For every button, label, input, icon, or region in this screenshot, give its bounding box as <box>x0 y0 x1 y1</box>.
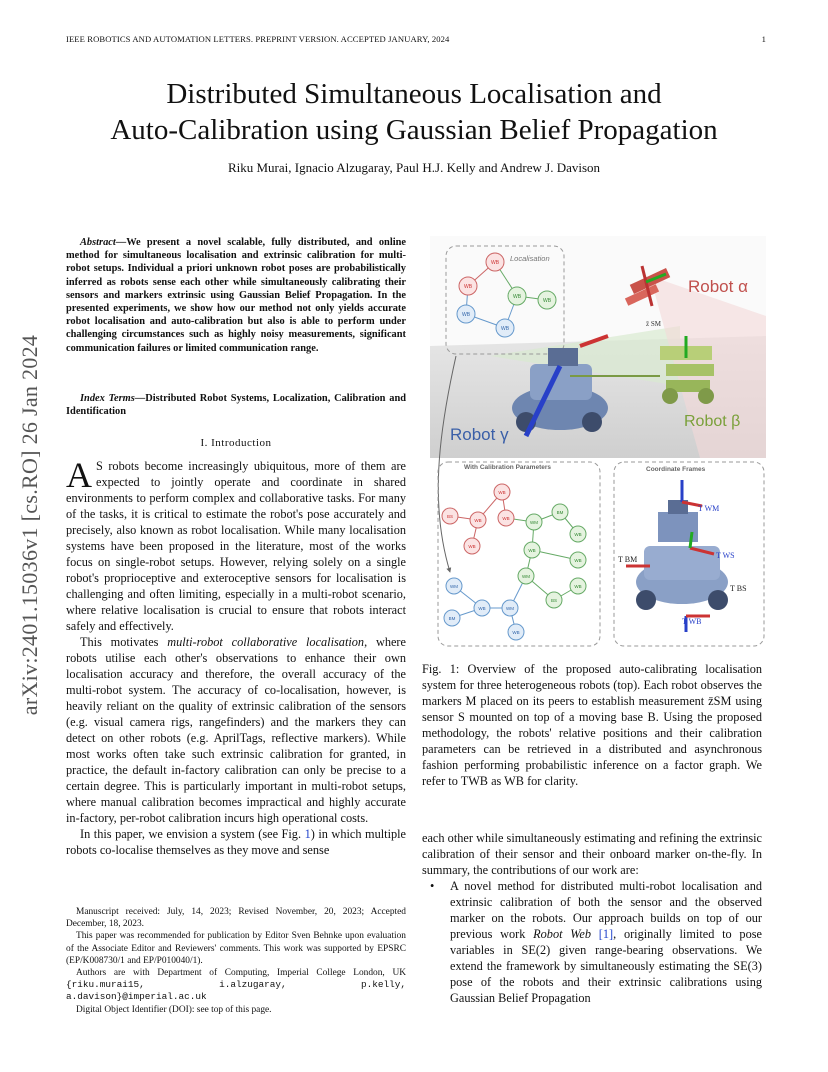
citation-link[interactable]: [1] <box>598 927 614 941</box>
section-heading: I. Introduction <box>200 437 272 449</box>
node-label: WB <box>528 548 536 553</box>
node-label: WB <box>468 544 476 549</box>
intro-p2-start: This motivates <box>80 635 168 649</box>
node-label: WB <box>500 326 510 332</box>
robot-web-emphasis: Robot Web <box>533 927 591 941</box>
footnote-editor: This paper was recommended for publication by Editor Sven Behnke upon evaluation of the Associate Editor and Reviewers' comments. This work was supported by EPSRC (EP/K008730/1 and EP/P010040/1). <box>66 931 406 966</box>
frame-label-bm: T BM <box>618 555 638 564</box>
drop-cap: A <box>66 455 92 495</box>
paper-title <box>40 76 788 148</box>
robot-beta-label: Robot β <box>684 413 741 430</box>
node-label: WB <box>490 260 500 266</box>
index-terms <box>66 392 406 418</box>
author-list: Riku Murai, Ignacio Alzugaray, Paul H.J. Kelly and Andrew J. Davison <box>227 160 601 175</box>
frame-label-wb: T WB <box>682 617 702 626</box>
footnote-manuscript: Manuscript received: July, 14, 2023; Revised November, 20, 2023; Accepted December, 18, 2023. <box>66 907 406 930</box>
intro-p2-emphasis: multi-robot collaborative localisation <box>167 635 365 649</box>
node-label: BM <box>448 616 456 621</box>
bullet-text-rest: , originally limited to pose variables in SE(2) given range-bearing observations. We extend the framework by simultaneously estimating the SE(3) pose of the robots and their extrinsic calibrations using Gaussian Belief Propagation <box>450 927 762 1005</box>
bullet-text-start: A novel method for distributed multi-robot localisation and extrinsic calibration of both the sensor and the observed marker on the robots. Our approach builds on top of our previous work <box>450 879 762 941</box>
frames-panel-label: Coordinate Frames <box>646 466 706 473</box>
node-label: WM <box>530 520 538 525</box>
index-terms-text: —Distributed Robot Systems, Localization, Calibration and Identification <box>66 393 406 418</box>
calibration-graph <box>442 484 586 640</box>
footnotes <box>66 906 406 1016</box>
page-number: 1 <box>761 34 766 44</box>
node-label: BS <box>550 598 558 603</box>
node-label: WM <box>450 584 458 589</box>
journal-name: IEEE ROBOTICS AND AUTOMATION LETTERS. PREPRINT VERSION. ACCEPTED JANUARY, 2024 <box>66 34 450 44</box>
measurement-label: z̄ SM <box>646 320 661 328</box>
contributions-intro: each other while simultaneously estimating and refining the extrinsic calibration of their sensor and their onboard marker on-the-fly. In summary, the contributions of our work are: <box>422 831 762 877</box>
robot-gamma-label: Robot γ <box>450 425 509 444</box>
node-label: WB <box>512 630 520 635</box>
node-label: WB <box>574 532 582 537</box>
footnote-affiliation: Authors are with Department of Computing, Imperial College London, UK <box>76 968 406 979</box>
abstract-label: Abstract <box>80 237 116 248</box>
node-label: WB <box>474 518 482 523</box>
node-label: WB <box>574 584 582 589</box>
right-column-text <box>422 830 762 1006</box>
figure-1 <box>430 236 766 650</box>
node-label: WM <box>522 574 530 579</box>
figure-caption: Fig. 1: Overview of the proposed auto-calibrating localisation system for three heterogeneous robots (top). Each robot observes the markers M placed on its peers to establish measurement z̄SM using sensor S mounted on top of a moving base B. Using the proposed methodology, the robots' relative positions and their calibration parameters can be retrieved in a distributed and asynchronous fashion performing probabilistic inference on a factor graph. We refer to TWB as WB for clarity. <box>422 662 762 788</box>
introduction <box>66 455 407 858</box>
footnote-doi: Digital Object Identifier (DOI): see top of this page. <box>76 1004 272 1015</box>
figure-reference-link[interactable]: 1 <box>304 827 311 841</box>
arxiv-stamp <box>10 295 50 755</box>
node-label: WM <box>506 606 514 611</box>
node-label: WB <box>542 298 552 304</box>
frame-label-wm: T WM <box>698 504 720 513</box>
node-label: WB <box>512 294 522 300</box>
contribution-bullet-1 <box>422 878 762 1006</box>
calibration-panel-label: With Calibration Parameters <box>464 464 551 471</box>
robot-alpha-label: Robot α <box>688 277 748 296</box>
node-label: WB <box>502 516 510 521</box>
localisation-panel-label: Localisation <box>510 254 550 263</box>
intro-paragraph-1: S robots become increasingly ubiquitous, more of them are expected to jointly operate and coordinate in shared environments to perform complex and collaborative tasks. For many of the tasks, it is critical to estimate the robot's pose accurately and precisely, also known as robot localisation. While many localisation systems have been proposed in the literature, most of the works focus on single-robot setups. However, relying solely on a single robot's proprioceptive and exteroceptive sensors for localisation is challenging and often limiting, especially in a multi-robot scenario, where relative localisation is crucial to ensure that robots interact safely and effectively. <box>66 459 406 633</box>
frame-label-ws: T WS <box>716 551 735 560</box>
abstract <box>66 236 406 355</box>
node-label: WB <box>463 284 473 290</box>
abstract-text: —We present a novel scalable, fully distributed, and online method for simultaneous localisation and extrinsic calibration for multi-robot setups. Individual a priori unknown robot poses are probabilistically inferred as robots sense each other while simultaneously calibrating their sensors and markers extrinsic using Gaussian Belief Propagation. In the presented experiments, we show how our method not only yields accurate robot localisation and auto-calibration but also is able to perform under challenging circumstances such as highly noisy measurements, significant communication failures or limited communication range. <box>66 237 406 354</box>
arxiv-id: arXiv:2401.15036v1 [cs.RO] 26 Jan 2024 <box>17 334 42 716</box>
intro-p3-rest: ) in which multiple robots co-localise themselves as they move and sense <box>66 827 407 857</box>
author-emails: {riku.murai15, i.alzugaray, p.kelly, a.davison}@imperial.ac.uk <box>66 979 406 1003</box>
title-line-1: Distributed Simultaneous Localisation and <box>166 78 662 110</box>
node-label: BS <box>446 514 454 519</box>
intro-p3-start: In this paper, we envision a system (see Fig. <box>80 827 305 841</box>
intro-p2-rest: , where robots utilise each other's observations to enhance their own localisation accuracy and therefore, the overall accuracy of the multi-robot system. The accuracy of co-localisation, however, is heavily reliant on the quality of extrinsic calibration of the sensors (e.g. visual camera rigs, rangefinders) and the markers they can detect on other robots (e.g. AprilTags, reflective markers). While most works often take such extrinsic calibration for granted, in practice, the default in-factory calibration can only be precise to a certain degree. This is particularly important in multi-robot setups, where manual calibration becomes impractical and highly accurate in-factory, per-robot calibration incurs high operational costs. <box>66 635 406 825</box>
node-label: WB <box>574 558 582 563</box>
node-label: BM <box>556 510 564 515</box>
node-label: WB <box>461 312 471 318</box>
index-terms-label: Index Terms <box>80 393 135 404</box>
title-line-2: Auto-Calibration using Gaussian Belief Propagation <box>110 114 718 146</box>
node-label: WB <box>478 606 486 611</box>
footnote-authors <box>66 967 406 1004</box>
node-label: WB <box>498 490 506 495</box>
frame-label-bs: T BS <box>730 584 747 593</box>
frames-robot <box>626 480 728 632</box>
running-header <box>66 34 766 44</box>
